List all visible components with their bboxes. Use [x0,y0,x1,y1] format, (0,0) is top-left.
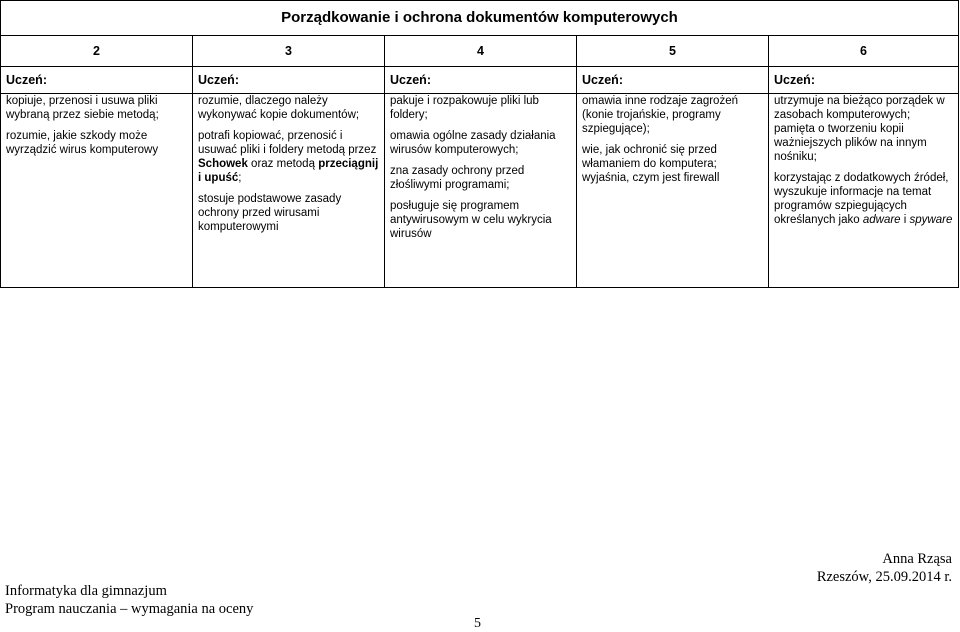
footer-program: Program nauczania – wymagania na oceny [5,601,254,617]
requirement-item: omawia inne rodzaje zagrożeń (konie trojańskie, programy szpiegujące); [582,95,738,135]
student-label: Uczeń: [769,67,959,94]
grade-header-5: 5 [577,36,769,67]
requirements-grade-5 [577,94,769,288]
requirement-item: posługuje się programem antywirusowym w celu wykrycia wirusów [390,200,552,240]
requirement-item: utrzymuje na bieżąco porządek w zasobach komputerowych; pamięta o tworzeniu kopii ważniejszych plików na innym nośniku; [774,95,945,163]
grade-header-4: 4 [385,36,577,67]
requirement-item: korzystając z dodatkowych źródeł, wyszukuje informacje na temat programów szpiegujących określanych jako adware i spyware [774,172,953,226]
student-label: Uczeń: [1,67,193,94]
requirements-grade-4 [385,94,577,288]
requirement-item: kopiuje, przenosi i usuwa pliki wybraną przez siebie metodą; [6,95,159,121]
requirement-item: zna zasady ochrony przed złośliwymi programami; [390,165,525,191]
requirement-item: rozumie, dlaczego należy wykonywać kopie dokumentów; [198,95,360,121]
requirements-table [0,0,959,288]
grade-header-2: 2 [1,36,193,67]
footer-subject: Informatyka dla gimnazjum [5,583,167,599]
place-date: Rzeszów, 25.09.2014 r. [816,569,952,585]
author-name: Anna Rząsa [882,551,952,567]
requirements-grade-2 [1,94,193,288]
page-number: 5 [474,616,481,631]
grade-header-3: 3 [193,36,385,67]
grade-header-6: 6 [769,36,959,67]
student-label: Uczeń: [193,67,385,94]
requirements-grade-3 [193,94,385,288]
requirements-grade-6 [769,94,959,288]
page-title: Porządkowanie i ochrona dokumentów komputerowych [1,1,959,36]
requirement-item: pakuje i rozpakowuje pliki lub foldery; [390,95,539,121]
student-label: Uczeń: [577,67,769,94]
document-footer [5,582,253,618]
author-block [817,550,952,586]
requirement-item: potrafi kopiować, przenosić i usuwać pliki i foldery metodą przez Schowek oraz metodą przeciągnij i upuść; [198,130,379,184]
requirement-item: rozumie, jakie szkody może wyrządzić wirus komputerowy [6,130,159,156]
requirement-item: wie, jak ochronić się przed włamaniem do komputera; wyjaśnia, czym jest firewall [582,144,720,184]
requirement-item: stosuje podstawowe zasady ochrony przed wirusami komputerowymi [198,193,342,233]
requirement-item: omawia ogólne zasady działania wirusów komputerowych; [390,130,556,156]
student-label: Uczeń: [385,67,577,94]
